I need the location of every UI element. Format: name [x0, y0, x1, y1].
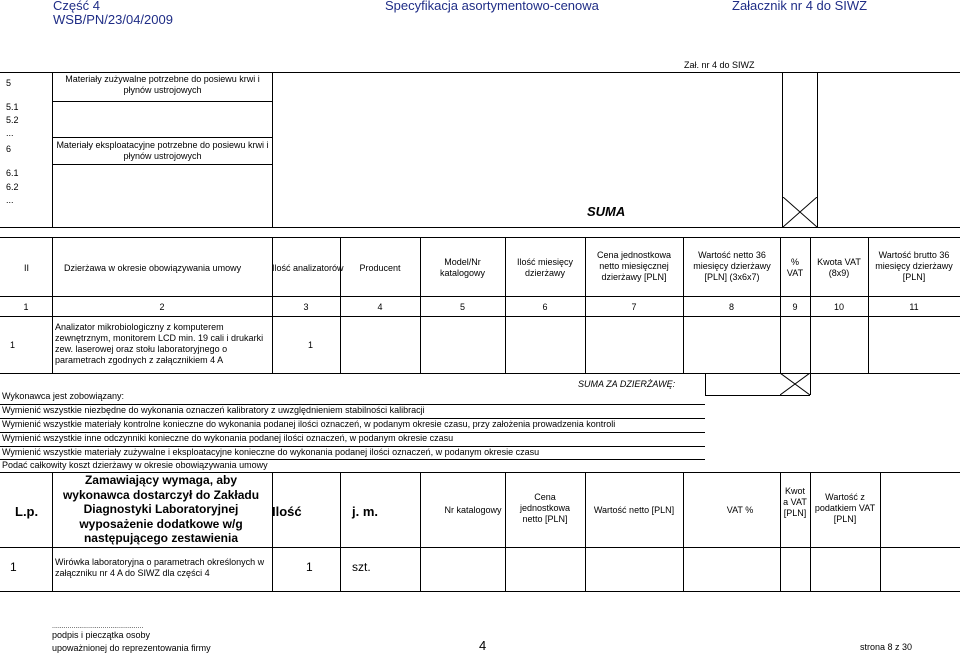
lease-colnum: 1: [23, 302, 29, 312]
lease-colnum: 6: [542, 302, 548, 312]
lease-colnum: 2: [159, 302, 165, 312]
signature-label: upoważnionej do reprezentowania firmy: [52, 643, 211, 653]
lease-colnum: 7: [631, 302, 637, 312]
extra-row-unit: szt.: [352, 560, 371, 574]
lease-colnum: 4: [377, 302, 383, 312]
row-no-6-1: 6.1: [6, 168, 19, 178]
lease-col-producer: Producent: [359, 263, 401, 273]
extra-col-catalog: Nr katalogowy: [444, 505, 502, 515]
header-part: Część 4: [53, 0, 100, 13]
extra-col-unit: j. m.: [352, 504, 379, 519]
extra-col-unit-price: Cena jednostkowa netto [PLN]: [519, 492, 571, 524]
header-title: Specyfikacja asortymentowo-cenowa: [385, 0, 599, 13]
lease-col-unit-price: Cena jednostkowa netto miesięcznej dzierżawy [PLN]: [596, 250, 672, 282]
lease-row-no: 1: [10, 340, 16, 350]
extra-row-desc: Wirówka laboratoryjna o parametrach określonych w załączniku nr 4 A do SIWZ dla części 4: [55, 557, 265, 578]
row-no-ellipsis-6: ...: [6, 195, 14, 205]
obligation-item: Wymienić wszystkie materiały zużywalne i eksploatacyjne konieczne do wykonania podanej ilości oznaczeń, w podanym okresie czasu: [2, 447, 540, 457]
row-desc-6: Materiały eksploatacyjne potrzebne do posiewu krwi i płynów ustrojowych: [56, 140, 269, 161]
lease-colnum: 9: [792, 302, 798, 312]
obligation-item: Wymienić wszystkie niezbędne do wykonania oznaczeń kalibratory z uwzględnieniem stabilności kalibracji: [2, 405, 425, 415]
section-annex-label: Zał. nr 4 do SIWZ: [684, 60, 755, 70]
lease-col-vat-pct: % VAT: [786, 257, 804, 278]
cross-cell: [783, 197, 817, 227]
row-no-5-1: 5.1: [6, 102, 19, 112]
lease-row-qty: 1: [308, 340, 314, 350]
row-no-5: 5: [6, 78, 12, 88]
lease-col-desc: Dzierżawa w okresie obowiązywania umowy: [64, 263, 242, 273]
row-no-5-2: 5.2: [6, 115, 19, 125]
extra-row-qty: 1: [306, 560, 313, 574]
part-number: 4: [479, 638, 487, 653]
lease-col-model: Model/Nr katalogowy: [440, 257, 486, 278]
obligations-title: Wykonawca jest zobowiązany:: [2, 391, 124, 401]
lease-colnum: 5: [459, 302, 465, 312]
row-no-ellipsis-5: ...: [6, 128, 14, 138]
lease-colnum: 10: [833, 302, 844, 312]
header-annex: Załacznik nr 4 do SIWZ: [732, 0, 868, 13]
lease-col-qty: Ilość analizatorów: [272, 263, 344, 273]
extra-col-net: Wartość netto [PLN]: [593, 505, 675, 515]
signature-line: ...............................................: [52, 623, 144, 630]
extra-col-desc: Zamawiający wymaga, aby wykonawca dostarczył do Zakładu Diagnostyki Laboratoryjnej wyposażenie dodatkowe w/g następującego zestawienia: [62, 473, 260, 545]
extra-row-no: 1: [10, 560, 17, 574]
lease-col-no: II: [24, 263, 30, 273]
cross-cell: [780, 373, 810, 395]
lease-colnum: 3: [303, 302, 309, 312]
lease-col-months: Ilość miesięcy dzierżawy: [516, 257, 573, 278]
signature-label: podpis i pieczątka osoby: [52, 630, 151, 640]
extra-col-qty: Ilość: [272, 504, 302, 519]
row-no-6: 6: [6, 144, 12, 154]
extra-col-vat: VAT %: [726, 505, 754, 515]
extra-col-vat-amount: Kwot a VAT [PLN]: [783, 486, 807, 518]
lease-col-vat-amount: Kwota VAT (8x9): [817, 257, 861, 278]
lease-suma-label: SUMA ZA DZIERŻAWĘ:: [578, 379, 676, 389]
page-number: strona 8 z 30: [860, 642, 913, 652]
obligation-item: Wymienić wszystkie materiały kontrolne konieczne do wykonania podanej ilości oznaczeń, w podanym okresie czasu, przy założenia prowadzenia kontroli: [2, 419, 616, 429]
extra-col-lp: L.p.: [15, 504, 39, 519]
header-ref: WSB/PN/23/04/2009: [53, 12, 173, 27]
lease-colnum: 8: [728, 302, 734, 312]
lease-row-desc: Analizator mikrobiologiczny z komputerem zewnętrznym, monitorem LCD min. 19 cali i drukarki zew. laserowej oraz stołu laboratoryjnego o parametrach zgodnych z załącznikiem 4 A: [55, 322, 264, 365]
obligation-item: Wymienić wszystkie inne odczynniki konieczne do wykonania podanej ilości oznaczeń, w podanym okresie czasu: [2, 433, 454, 443]
row-no-6-2: 6.2: [6, 182, 19, 192]
lease-colnum: 11: [909, 302, 919, 312]
lease-col-gross: Wartość brutto 36 miesięcy dzierżawy [PLN]: [875, 250, 953, 282]
lease-col-net-36: Wartość netto 36 miesięcy dzierżawy [PLN] (3x6x7): [693, 250, 771, 282]
row-desc-5: Materiały zużywalne potrzebne do posiewu krwi i płynów ustrojowych: [65, 74, 260, 95]
extra-col-gross: Wartość z podatkiem VAT [PLN]: [814, 492, 876, 524]
suma-label: SUMA: [587, 204, 626, 219]
obligation-item: Podać całkowity koszt dzierżawy w okresie obowiązywania umowy: [2, 460, 268, 470]
